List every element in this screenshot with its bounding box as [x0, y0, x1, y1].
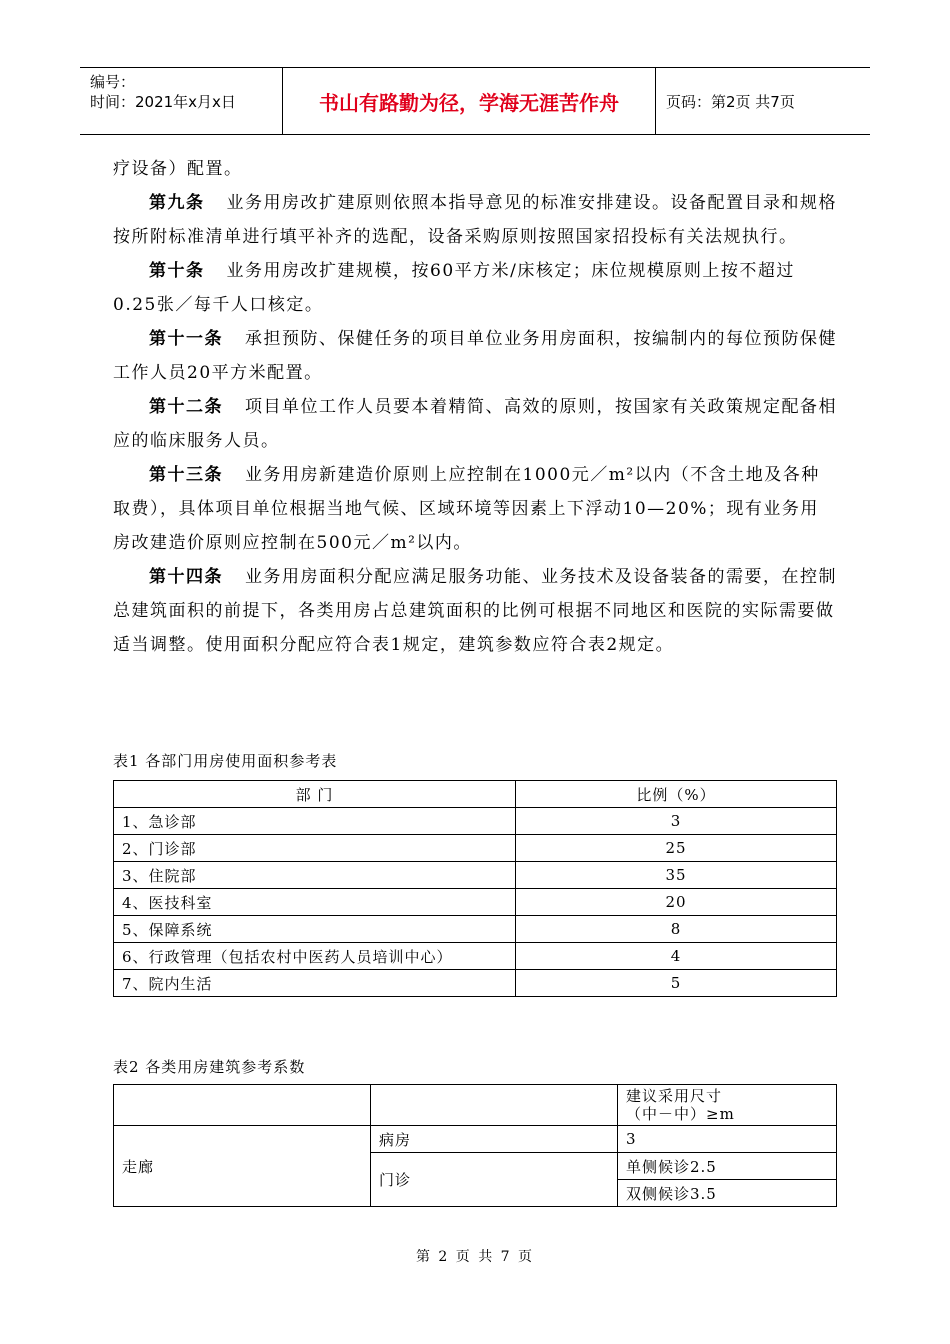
table-cell: 6、行政管理（包括农村中医药人员培训中心）: [114, 943, 516, 970]
page-footer: 第 2 页 共 7 页: [415, 1249, 535, 1265]
table-header-cell: [114, 1085, 371, 1126]
article-14: [113, 560, 837, 662]
table-cell: 4: [516, 943, 837, 970]
table-cell: 8: [516, 916, 837, 943]
table-cell: 7、院内生活: [114, 970, 516, 997]
table-header-row: [114, 781, 837, 808]
table-cell: 35: [516, 862, 837, 889]
table-cell: 5: [516, 970, 837, 997]
table-row: [114, 970, 837, 997]
table1-caption: 表1 各部门用房使用面积参考表: [113, 752, 338, 770]
article-11: [113, 322, 837, 390]
article-text: 业务用房面积分配应满足服务功能、业务技术及设备装备的需要，在控制总建筑面积的前提下，各类用房占总建筑面积的比例可根据不同地区和医院的实际需要做适当调整。使用面积分配应符合表1规定，建筑参数应符合表2规定。: [113, 567, 837, 655]
table-cell: 双侧候诊3.5: [618, 1180, 837, 1207]
table-row: [114, 943, 837, 970]
table-header-row: [114, 1085, 837, 1126]
table-cell: 3: [618, 1126, 837, 1153]
header-line: 建议采用尺寸: [626, 1087, 723, 1105]
table-cell: 病房: [371, 1126, 618, 1153]
article-13: [113, 458, 837, 560]
header-motto: 书山有路勤为径，学海无涯苦作舟: [282, 68, 656, 134]
article-label: 第十条: [149, 261, 205, 281]
table-header-cell: 部 门: [114, 781, 516, 808]
table-row: [114, 862, 837, 889]
table-cell: 1、急诊部: [114, 808, 516, 835]
table-cell-group: 走廊: [114, 1126, 371, 1207]
article-9: [113, 186, 837, 254]
table-row: [114, 835, 837, 862]
table-cell: 4、医技科室: [114, 889, 516, 916]
table-row: [114, 1126, 837, 1153]
table-cell: 门诊: [371, 1153, 618, 1207]
article-label: 第十一条: [149, 329, 223, 349]
table-header-cell: 比例（%）: [516, 781, 837, 808]
table-cell: 3、住院部: [114, 862, 516, 889]
table2-caption: 表2 各类用房建筑参考系数: [113, 1058, 306, 1076]
document-body: [113, 152, 837, 662]
table-cell: 25: [516, 835, 837, 862]
table-header-cell: [618, 1085, 837, 1126]
table2: [113, 1084, 837, 1207]
article-label: 第十四条: [149, 567, 223, 587]
table-header-cell: [371, 1085, 618, 1126]
article-text: 承担预防、保健任务的项目单位业务用房面积，按编制内的每位预防保健工作人员20平方米配置。: [113, 329, 837, 383]
table-cell: 20: [516, 889, 837, 916]
table-cell: 单侧候诊2.5: [618, 1153, 837, 1180]
table-cell: 2、门诊部: [114, 835, 516, 862]
article-10: [113, 254, 837, 322]
table-cell: 3: [516, 808, 837, 835]
article-text: 业务用房新建造价原则上应控制在1000元／m²以内（不含土地及各种取费），具体项目单位根据当地气候、区域环境等因素上下浮动10—20%；现有业务用房改建造价原则应控制在500元／m²以内。: [113, 465, 820, 553]
header-meta: [80, 68, 282, 134]
page-header: [80, 67, 870, 135]
table1: [113, 780, 837, 997]
table-row: [114, 808, 837, 835]
table-cell: 5、保障系统: [114, 916, 516, 943]
article-12: [113, 390, 837, 458]
table-row: [114, 889, 837, 916]
table-row: [114, 916, 837, 943]
document-number-label: 编号：: [90, 73, 136, 91]
article-label: 第九条: [149, 193, 205, 213]
header-page-code: 页码：第2页 共7页: [666, 92, 795, 111]
article-text: 项目单位工作人员要本着精简、高效的原则，按国家有关政策规定配备相应的临床服务人员。: [113, 397, 837, 451]
article-label: 第十三条: [149, 465, 223, 485]
article-text: 业务用房改扩建原则依照本指导意见的标准安排建设。设备配置目录和规格按所附标准清单进行填平补齐的选配，设备采购原则按照国家招投标有关法规执行。: [113, 193, 837, 247]
document-time: 时间：2021年x月x日: [90, 93, 236, 111]
article-text: 业务用房改扩建规模，按60平方米/床核定；床位规模原则上按不超过0.25张／每千人口核定。: [113, 261, 795, 315]
header-line: （中－中）≥m: [626, 1105, 735, 1123]
article-label: 第十二条: [149, 397, 223, 417]
continuation-text: 疗设备）配置。: [113, 159, 243, 179]
